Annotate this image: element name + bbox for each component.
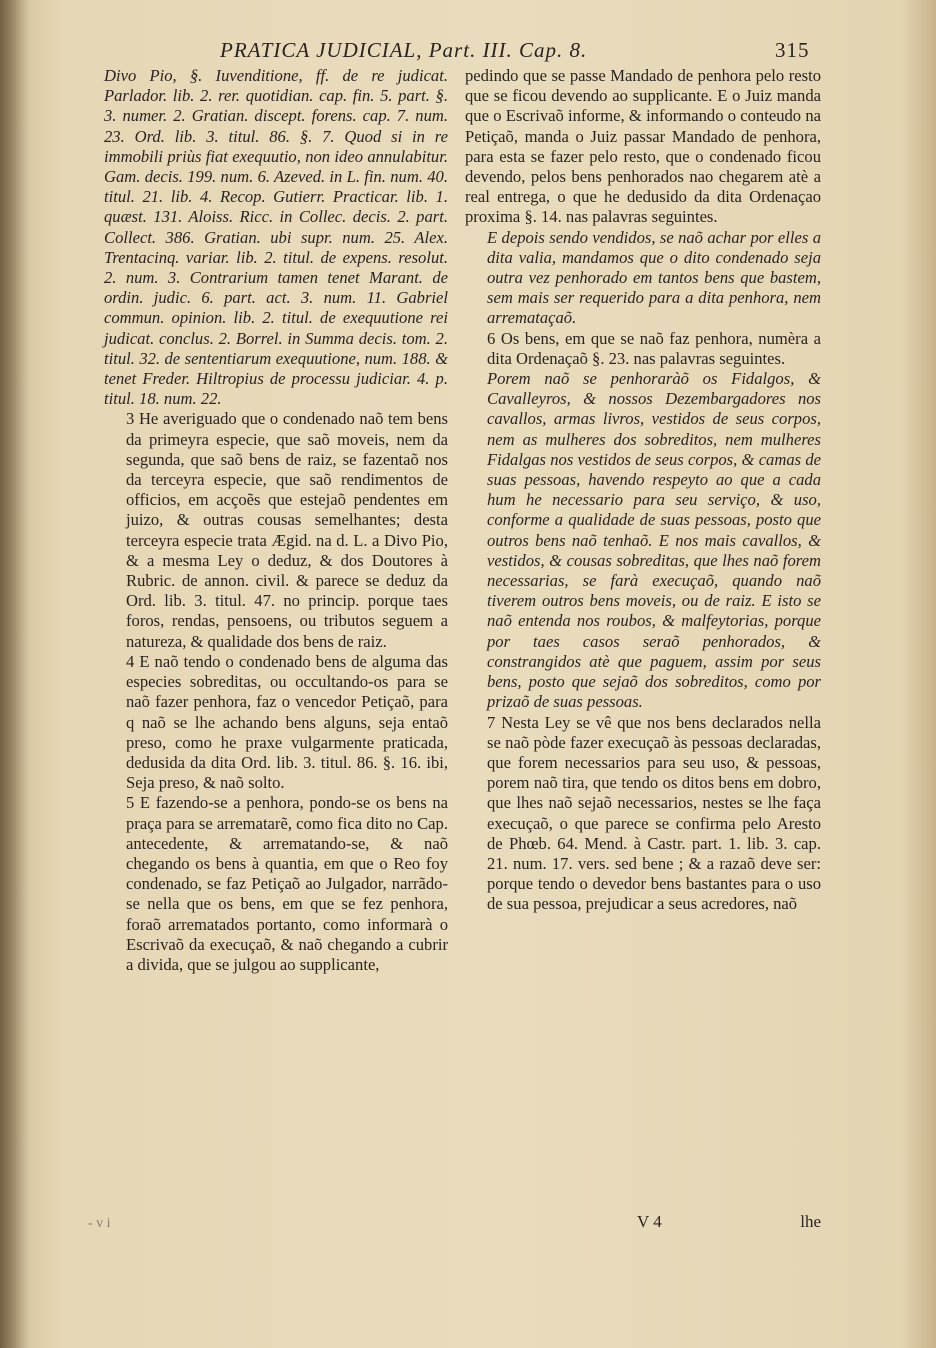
catchword: lhe [800, 1212, 821, 1231]
footer-left-mark: - v i [88, 1216, 111, 1231]
paragraph-5: 5 E fazendo-se a penhora, pondo-se os bens na praça para se arrematarẽ, como fica dito no Cap. antecedente, & arrematando-se, & naõ chegando os bens à quantia, em que o Reo foy condenado, se faz Petiçaõ ao Julgador, narrãdo-se nella que os bens, em que se fez penhora, foraõ arrematados portanto, como informarà o Escrivaõ da execuçaõ, & naõ chegando a cubrir a divida, que se julgou ao supplicante, [126, 793, 448, 974]
ordinance-quote-2: Porem naõ se penhoraràõ os Fidalgos, & Cavalleyros, & nossos Dezembargadores nos cavallos, armas livros, vestidos de seus corpos, nem as mulheres dos sobreditos, nem mulheres Fidalgas nos vestidos de seus corpos, & camas de suas pessoas, havendo respeyto ao que a cada hum he necessario para seu serviço, & uso, conforme a qualidade de suas pessoas, posto que outros bens naõ tenhaõ. E nos mais cavallos, & vestidos, & cousas sobreditas, que lhes naõ forem necessarias, se farà execuçaõ, quando naõ tiverem outros bens moveis, ou de raiz. E isto se naõ entenda nos roubos, & malfeytorias, porque por taes casos seraõ penhorados, & constrangidos atè que paguem, assim por seus bens, posto que sejaõ dos sobreditos, como por prizaõ de suas pessoas. [487, 369, 821, 712]
paragraph-7: 7 Nesta Ley se vê que nos bens declarados nella se naõ pòde fazer execuçaõ às pessoas declaradas, que forem necessarios para seu uso, & pessoas, porem naõ tira, que tendo os ditos bens em dobro, que lhes naõ sejaõ necessarios, nestes se lhe faça execuçaõ, o que parece se confirma pelo Aresto de Phœb. 64. Mend. à Castr. part. 1. lib. 3. cap. 21. num. 17. vers. sed bene ; & a razaõ deve ser: porque tendo o devedor bens bastantes para o uso de sua pessoa, prejudicar a seus acredores, naõ [487, 712, 821, 914]
paragraph-4: 4 E naõ tendo o condenado bens de alguma das especies sobreditas, ou occultando-os para se naõ fazer penhora, faz o vencedor Petiçaõ, para q naõ se lhe achando bens alguns, seja entaõ preso, como he praxe vulgarmente praticada, dedusida da dita Ord. lib. 3. titul. 86. §. 16. ibi, Seja preso, & naõ solto. [126, 651, 448, 793]
paragraph-6: 6 Os bens, em que se naõ faz penhora, numèra a dita Ordenaçaõ §. 23. nas palavras seguintes. [487, 328, 821, 368]
paragraph-3: 3 He averiguado que o condenado naõ tem bens da primeyra especie, que saõ moveis, nem da segunda, que saõ bens de raiz, se fazentaõ nos da terceyra especie, que saõ rendimentos de officios, em acçoẽs que estejaõ pendentes em juizo, & outras cousas semelhantes; desta terceyra especie trata Ægid. na d. L. a Divo Pio, & a mesma Ley o deduz, & dos Doutores à Rubric. de annon. civil. & parece se deduz da Ord. lib. 3. titul. 47. no princip. porque taes foros, rendas, pensoens, ou tributos seguem a natureza, & qualidade dos bens de raiz. [126, 409, 448, 651]
signature-mark: V 4 [637, 1212, 662, 1231]
page-number: 315 [775, 38, 810, 62]
left-column [104, 66, 448, 975]
right-column [465, 66, 821, 915]
paragraph-continued: pedindo que se passe Mandado de penhora pelo resto que se ficou devendo ao supplicante. E o Juiz manda que o Escrivaõ informe, & informando o conteudo na Petiçaõ, manda o Juiz passar Mandado de penhora, para esta se fazer pelo resto, que o condenado ficou devendo, pelos bens penhorados nao chegarem atè a real entrega, o que he dedusido da dita Ordenaçao proxima §. 14. nas palavras seguintes. [465, 66, 821, 227]
citation-block: Divo Pio, §. Iuvenditione, ff. de re judicat. Parlador. lib. 2. rer. quotidian. cap. fin. 5. part. §. 3. numer. 2. Gratian. discept. forens. cap. 7. num. 23. Ord. lib. 3. titul. 86. §. 7. Quod si in re immobili priùs fiat exequutio, non ideo annulabitur. Gam. decis. 199. num. 6. Azeved. in L. fin. num. 40. titul. 21. lib. 4. Recop. Gutierr. Practicar. lib. 1. quæst. 131. Aloiss. Ricc. in Collec. decis. 2. part. Collect. 386. Gratian. ubi supr. num. 25. Alex. Trentacinq. variar. lib. 2. titul. de expens. resolut. 2. num. 3. Contrarium tamen tenet Marant. de ordin. judic. 6. part. act. 3. num. 11. Gabriel commun. opinion. lib. 2. titul. de exequutione rei judicat. conclus. 2. Borrel. in Summa decis. tom. 2. titul. 32. de sententiarum exequutione, num. 188. & tenet Freder. Hiltropius de processu judiciar. 4. p. titul. 18. num. 22. [104, 66, 448, 409]
ordinance-quote-1: E depois sendo vendidos, se naõ achar por elles a dita valia, mandamos que o dito condenado seja outra vez penhorado em tantos bens que bastem, sem mais ser requerido para a dita penhora, nem arremataçaõ. [487, 227, 821, 328]
running-header [220, 38, 820, 63]
running-title: PRATICA JUDICIAL, Part. III. Cap. 8. [220, 38, 588, 62]
gutter-shadow [0, 0, 30, 1348]
